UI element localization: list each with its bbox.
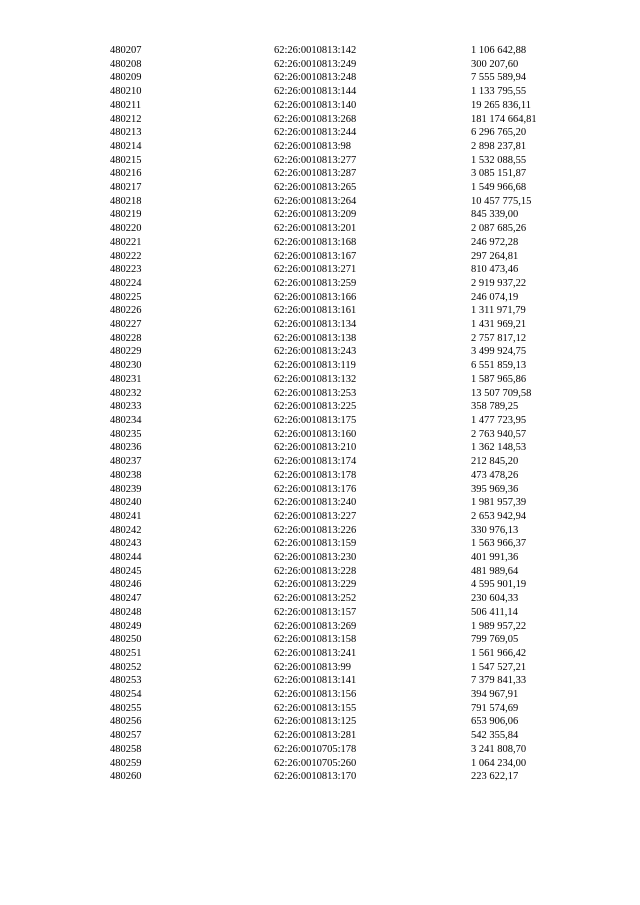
table-row bbox=[110, 606, 580, 620]
row-number-cell: 480226 bbox=[110, 305, 142, 317]
cadastral-number-cell: 62:26:0010813:229 bbox=[274, 579, 357, 591]
cadastral-number-cell: 62:26:0010813:176 bbox=[274, 483, 357, 495]
cadastral-number-cell: 62:26:0010813:141 bbox=[274, 675, 357, 687]
cadastral-value-cell: 2 919 937,22 bbox=[471, 277, 527, 289]
cadastral-number-cell: 62:26:0010813:159 bbox=[274, 538, 357, 550]
cadastral-number-cell: 62:26:0010813:99 bbox=[274, 661, 352, 673]
row-number-cell: 480240 bbox=[110, 497, 142, 509]
cadastral-value-cell: 1 561 966,42 bbox=[471, 647, 527, 659]
cadastral-number-cell: 62:26:0010813:132 bbox=[274, 373, 357, 385]
cadastral-number-cell: 62:26:0010813:166 bbox=[274, 291, 357, 303]
cadastral-value-cell: 473 478,26 bbox=[471, 469, 519, 481]
row-number-cell: 480214 bbox=[110, 140, 142, 152]
table-row bbox=[110, 578, 580, 592]
cadastral-number-cell: 62:26:0010813:210 bbox=[274, 442, 357, 454]
cadastral-value-cell: 4 595 901,19 bbox=[471, 579, 527, 591]
table-row bbox=[110, 126, 580, 140]
cadastral-value-cell: 810 473,46 bbox=[471, 264, 519, 276]
cadastral-number-cell: 62:26:0010813:225 bbox=[274, 401, 357, 413]
cadastral-number-cell: 62:26:0010813:201 bbox=[274, 223, 357, 235]
table-row bbox=[110, 688, 580, 702]
table-row bbox=[110, 715, 580, 729]
cadastral-value-cell: 10 457 775,15 bbox=[471, 195, 532, 207]
cadastral-number-cell: 62:26:0010813:168 bbox=[274, 236, 357, 248]
row-number-cell: 480254 bbox=[110, 689, 142, 701]
table-row bbox=[110, 565, 580, 579]
cadastral-value-cell: 13 507 709,58 bbox=[471, 387, 532, 399]
cadastral-number-cell: 62:26:0010813:271 bbox=[274, 264, 357, 276]
table-row bbox=[110, 702, 580, 716]
cadastral-number-cell: 62:26:0010813:142 bbox=[274, 45, 357, 56]
cadastral-number-cell: 62:26:0010813:252 bbox=[274, 593, 357, 605]
row-number-cell: 480228 bbox=[110, 332, 142, 344]
table-row bbox=[110, 318, 580, 332]
row-number-cell: 480251 bbox=[110, 647, 142, 659]
cadastral-number-cell: 62:26:0010813:167 bbox=[274, 250, 357, 262]
table-row bbox=[110, 729, 580, 743]
cadastral-value-cell: 1 563 966,37 bbox=[471, 538, 527, 550]
row-number-cell: 480207 bbox=[110, 45, 142, 56]
cadastral-value-cell: 481 989,64 bbox=[471, 565, 519, 577]
table-row bbox=[110, 277, 580, 291]
cadastral-number-cell: 62:26:0010813:125 bbox=[274, 716, 357, 728]
table-row bbox=[110, 44, 580, 58]
cadastral-value-cell: 799 769,05 bbox=[471, 634, 519, 646]
row-number-cell: 480221 bbox=[110, 236, 142, 248]
cadastral-number-cell: 62:26:0010813:240 bbox=[274, 497, 357, 509]
cadastral-number-cell: 62:26:0010813:170 bbox=[274, 771, 357, 783]
cadastral-value-cell: 1 106 642,88 bbox=[471, 45, 527, 56]
cadastral-value-cell: 358 789,25 bbox=[471, 401, 519, 413]
cadastral-value-cell: 1 311 971,79 bbox=[471, 305, 526, 317]
row-number-cell: 480225 bbox=[110, 291, 142, 303]
table-row bbox=[110, 291, 580, 305]
cadastral-number-cell: 62:26:0010813:244 bbox=[274, 127, 357, 139]
row-number-cell: 480241 bbox=[110, 510, 142, 522]
row-number-cell: 480245 bbox=[110, 565, 142, 577]
row-number-cell: 480253 bbox=[110, 675, 142, 687]
cadastral-number-cell: 62:26:0010813:178 bbox=[274, 469, 357, 481]
cadastral-number-cell: 62:26:0010813:140 bbox=[274, 99, 357, 111]
row-number-cell: 480224 bbox=[110, 277, 142, 289]
cadastral-value-table bbox=[110, 44, 580, 784]
cadastral-value-cell: 1 549 966,68 bbox=[471, 182, 527, 194]
row-number-cell: 480236 bbox=[110, 442, 142, 454]
cadastral-number-cell: 62:26:0010813:134 bbox=[274, 319, 357, 331]
row-number-cell: 480208 bbox=[110, 58, 142, 70]
cadastral-number-cell: 62:26:0010813:98 bbox=[274, 140, 352, 152]
cadastral-value-cell: 1 981 957,39 bbox=[471, 497, 527, 509]
cadastral-value-cell: 297 264,81 bbox=[471, 250, 519, 262]
cadastral-value-cell: 330 976,13 bbox=[471, 524, 519, 536]
cadastral-value-cell: 1 431 969,21 bbox=[471, 319, 527, 331]
row-number-cell: 480242 bbox=[110, 524, 142, 536]
table-row bbox=[110, 222, 580, 236]
cadastral-value-cell: 2 763 940,57 bbox=[471, 428, 527, 440]
row-number-cell: 480232 bbox=[110, 387, 142, 399]
cadastral-value-cell: 246 972,28 bbox=[471, 236, 519, 248]
table-row bbox=[110, 58, 580, 72]
row-number-cell: 480252 bbox=[110, 661, 142, 673]
cadastral-number-cell: 62:26:0010813:287 bbox=[274, 168, 357, 180]
row-number-cell: 480249 bbox=[110, 620, 142, 632]
row-number-cell: 480256 bbox=[110, 716, 142, 728]
row-number-cell: 480239 bbox=[110, 483, 142, 495]
cadastral-value-cell: 395 969,36 bbox=[471, 483, 519, 495]
row-number-cell: 480235 bbox=[110, 428, 142, 440]
table-row bbox=[110, 661, 580, 675]
table-row bbox=[110, 674, 580, 688]
table-row bbox=[110, 359, 580, 373]
cadastral-value-cell: 7 379 841,33 bbox=[471, 675, 527, 687]
cadastral-value-cell: 19 265 836,11 bbox=[471, 99, 531, 111]
cadastral-number-cell: 62:26:0010813:228 bbox=[274, 565, 357, 577]
cadastral-number-cell: 62:26:0010813:144 bbox=[274, 86, 357, 98]
row-number-cell: 480237 bbox=[110, 456, 142, 468]
table-row bbox=[110, 154, 580, 168]
cadastral-number-cell: 62:26:0010813:269 bbox=[274, 620, 357, 632]
row-number-cell: 480227 bbox=[110, 319, 142, 331]
table-row bbox=[110, 428, 580, 442]
row-number-cell: 480212 bbox=[110, 113, 142, 125]
table-row bbox=[110, 304, 580, 318]
table-row bbox=[110, 263, 580, 277]
cadastral-number-cell: 62:26:0010813:160 bbox=[274, 428, 357, 440]
cadastral-number-cell: 62:26:0010813:268 bbox=[274, 113, 357, 125]
cadastral-value-cell: 223 622,17 bbox=[471, 771, 519, 783]
table-body bbox=[110, 44, 580, 784]
row-number-cell: 480259 bbox=[110, 757, 142, 769]
table-row bbox=[110, 455, 580, 469]
cadastral-value-cell: 401 991,36 bbox=[471, 552, 519, 564]
table-row bbox=[110, 236, 580, 250]
cadastral-number-cell: 62:26:0010813:157 bbox=[274, 606, 357, 618]
cadastral-number-cell: 62:26:0010813:174 bbox=[274, 456, 357, 468]
table-row bbox=[110, 195, 580, 209]
table-row bbox=[110, 647, 580, 661]
cadastral-number-cell: 62:26:0010813:243 bbox=[274, 346, 357, 358]
cadastral-number-cell: 62:26:0010813:227 bbox=[274, 510, 357, 522]
table-row bbox=[110, 345, 580, 359]
table-row bbox=[110, 85, 580, 99]
cadastral-value-cell: 1 547 527,21 bbox=[471, 661, 527, 673]
cadastral-value-cell: 506 411,14 bbox=[471, 606, 518, 618]
cadastral-value-cell: 1 532 088,55 bbox=[471, 154, 527, 166]
cadastral-number-cell: 62:26:0010813:253 bbox=[274, 387, 357, 399]
cadastral-value-cell: 2 653 942,94 bbox=[471, 510, 527, 522]
cadastral-number-cell: 62:26:0010813:226 bbox=[274, 524, 357, 536]
table-row bbox=[110, 373, 580, 387]
cadastral-value-cell: 1 587 965,86 bbox=[471, 373, 527, 385]
cadastral-number-cell: 62:26:0010813:209 bbox=[274, 209, 357, 221]
table-row bbox=[110, 620, 580, 634]
cadastral-value-cell: 6 296 765,20 bbox=[471, 127, 527, 139]
cadastral-value-cell: 791 574,69 bbox=[471, 702, 519, 714]
row-number-cell: 480243 bbox=[110, 538, 142, 550]
cadastral-number-cell: 62:26:0010813:138 bbox=[274, 332, 357, 344]
row-number-cell: 480229 bbox=[110, 346, 142, 358]
table-row bbox=[110, 414, 580, 428]
cadastral-value-cell: 394 967,91 bbox=[471, 689, 519, 701]
table-row bbox=[110, 496, 580, 510]
row-number-cell: 480231 bbox=[110, 373, 142, 385]
row-number-cell: 480210 bbox=[110, 86, 142, 98]
table-row bbox=[110, 140, 580, 154]
cadastral-value-cell: 3 085 151,87 bbox=[471, 168, 527, 180]
cadastral-value-cell: 2 757 817,12 bbox=[471, 332, 527, 344]
cadastral-value-cell: 1 477 723,95 bbox=[471, 414, 527, 426]
table-row bbox=[110, 757, 580, 771]
cadastral-value-cell: 2 087 685,26 bbox=[471, 223, 527, 235]
cadastral-number-cell: 62:26:0010813:281 bbox=[274, 730, 357, 742]
cadastral-number-cell: 62:26:0010813:230 bbox=[274, 552, 357, 564]
cadastral-number-cell: 62:26:0010813:175 bbox=[274, 414, 357, 426]
row-number-cell: 480244 bbox=[110, 552, 142, 564]
table-row bbox=[110, 387, 580, 401]
cadastral-value-cell: 1 133 795,55 bbox=[471, 86, 527, 98]
cadastral-value-cell: 1 064 234,00 bbox=[471, 757, 527, 769]
cadastral-value-cell: 230 604,33 bbox=[471, 593, 519, 605]
table-row bbox=[110, 551, 580, 565]
cadastral-value-cell: 1 362 148,53 bbox=[471, 442, 527, 454]
table-row bbox=[110, 167, 580, 181]
cadastral-number-cell: 62:26:0010813:241 bbox=[274, 647, 357, 659]
table-row bbox=[110, 113, 580, 127]
cadastral-number-cell: 62:26:0010705:260 bbox=[274, 757, 357, 769]
row-number-cell: 480247 bbox=[110, 593, 142, 605]
table-row bbox=[110, 332, 580, 346]
table-row bbox=[110, 633, 580, 647]
cadastral-value-cell: 2 898 237,81 bbox=[471, 140, 527, 152]
table-row bbox=[110, 250, 580, 264]
row-number-cell: 480248 bbox=[110, 606, 142, 618]
row-number-cell: 480238 bbox=[110, 469, 142, 481]
cadastral-number-cell: 62:26:0010705:178 bbox=[274, 743, 357, 755]
cadastral-value-cell: 181 174 664,81 bbox=[471, 113, 537, 125]
table-row bbox=[110, 71, 580, 85]
cadastral-value-cell: 300 207,60 bbox=[471, 58, 519, 70]
row-number-cell: 480234 bbox=[110, 414, 142, 426]
cadastral-number-cell: 62:26:0010813:158 bbox=[274, 634, 357, 646]
row-number-cell: 480258 bbox=[110, 743, 142, 755]
table-row bbox=[110, 469, 580, 483]
row-number-cell: 480213 bbox=[110, 127, 142, 139]
row-number-cell: 480250 bbox=[110, 634, 142, 646]
cadastral-value-cell: 1 989 957,22 bbox=[471, 620, 527, 632]
cadastral-value-cell: 246 074,19 bbox=[471, 291, 519, 303]
row-number-cell: 480223 bbox=[110, 264, 142, 276]
row-number-cell: 480246 bbox=[110, 579, 142, 591]
table-row bbox=[110, 537, 580, 551]
table-row bbox=[110, 441, 580, 455]
row-number-cell: 480220 bbox=[110, 223, 142, 235]
cadastral-number-cell: 62:26:0010813:156 bbox=[274, 689, 357, 701]
table-row bbox=[110, 208, 580, 222]
table-row bbox=[110, 99, 580, 113]
table-row bbox=[110, 483, 580, 497]
table-row bbox=[110, 743, 580, 757]
cadastral-value-cell: 653 906,06 bbox=[471, 716, 519, 728]
cadastral-number-cell: 62:26:0010813:119 bbox=[274, 360, 356, 372]
cadastral-value-cell: 7 555 589,94 bbox=[471, 72, 527, 84]
row-number-cell: 480218 bbox=[110, 195, 142, 207]
cadastral-number-cell: 62:26:0010813:161 bbox=[274, 305, 357, 317]
row-number-cell: 480215 bbox=[110, 154, 142, 166]
table-row bbox=[110, 181, 580, 195]
cadastral-number-cell: 62:26:0010813:155 bbox=[274, 702, 357, 714]
row-number-cell: 480255 bbox=[110, 702, 142, 714]
cadastral-number-cell: 62:26:0010813:264 bbox=[274, 195, 357, 207]
row-number-cell: 480209 bbox=[110, 72, 142, 84]
cadastral-number-cell: 62:26:0010813:248 bbox=[274, 72, 357, 84]
table-row bbox=[110, 592, 580, 606]
cadastral-number-cell: 62:26:0010813:277 bbox=[274, 154, 357, 166]
cadastral-value-cell: 212 845,20 bbox=[471, 456, 519, 468]
cadastral-number-cell: 62:26:0010813:265 bbox=[274, 182, 357, 194]
table-row bbox=[110, 400, 580, 414]
table-row bbox=[110, 770, 580, 784]
row-number-cell: 480219 bbox=[110, 209, 142, 221]
cadastral-value-cell: 3 241 808,70 bbox=[471, 743, 527, 755]
cadastral-value-cell: 6 551 859,13 bbox=[471, 360, 527, 372]
row-number-cell: 480233 bbox=[110, 401, 142, 413]
row-number-cell: 480211 bbox=[110, 99, 142, 111]
cadastral-value-cell: 542 355,84 bbox=[471, 730, 519, 742]
row-number-cell: 480217 bbox=[110, 182, 142, 194]
row-number-cell: 480260 bbox=[110, 771, 142, 783]
table-row bbox=[110, 524, 580, 538]
row-number-cell: 480216 bbox=[110, 168, 142, 180]
cadastral-number-cell: 62:26:0010813:249 bbox=[274, 58, 357, 70]
row-number-cell: 480222 bbox=[110, 250, 142, 262]
row-number-cell: 480257 bbox=[110, 730, 142, 742]
row-number-cell: 480230 bbox=[110, 360, 142, 372]
cadastral-value-cell: 845 339,00 bbox=[471, 209, 519, 221]
cadastral-number-cell: 62:26:0010813:259 bbox=[274, 277, 357, 289]
table-row bbox=[110, 510, 580, 524]
cadastral-value-cell: 3 499 924,75 bbox=[471, 346, 527, 358]
